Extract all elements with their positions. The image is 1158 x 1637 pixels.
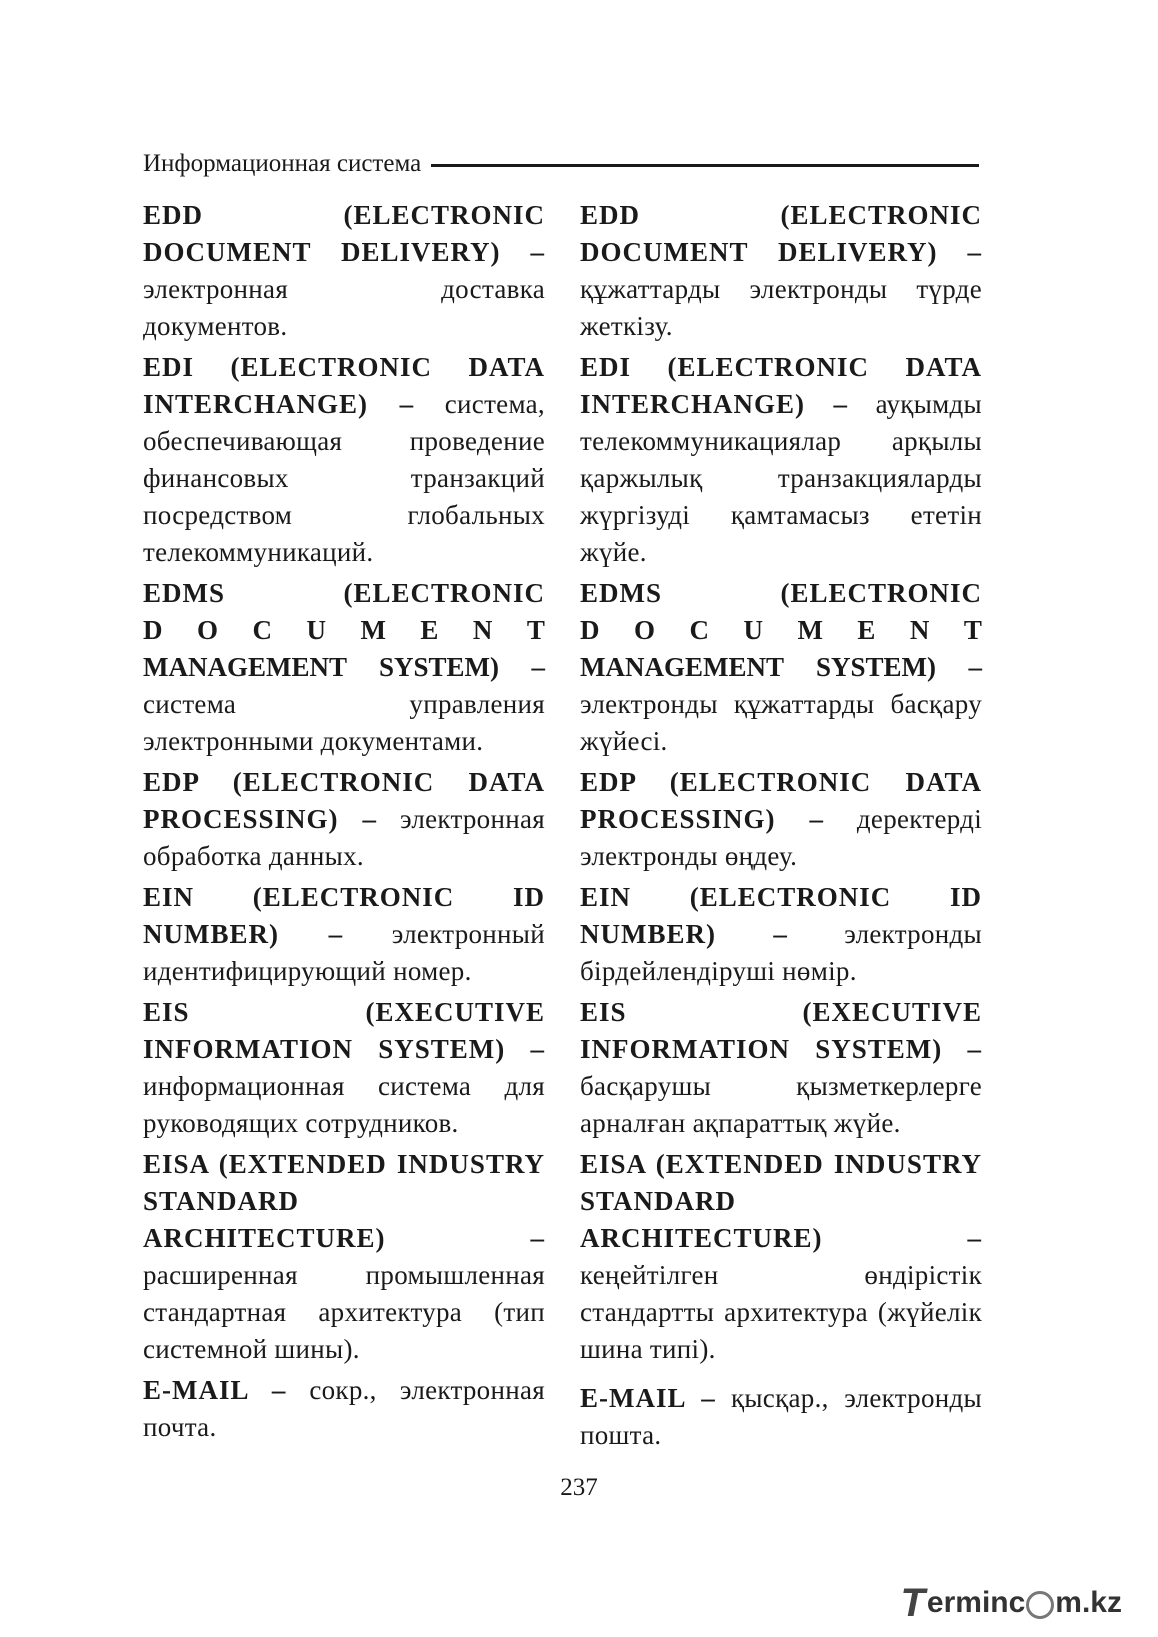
term-letter: T	[526, 615, 545, 645]
term-letter: T	[963, 615, 982, 645]
page-number: 237	[560, 1474, 598, 1501]
definition: электронды құжаттарды басқару жүйесі.	[580, 689, 982, 756]
definition: информационная система для руководящих сотрудников.	[143, 1071, 545, 1138]
entry-eis-kk	[580, 994, 982, 1142]
term-letter: M	[797, 615, 823, 645]
definition: электронный идентифицирующий номер.	[143, 919, 545, 986]
termincom-watermark-logo	[900, 1579, 1122, 1627]
term-letter: N	[472, 615, 493, 645]
term: EDP (ELECTRONIC DATA PROCESSING) –	[580, 767, 982, 834]
magnifier-icon	[1026, 1591, 1054, 1619]
definition: электронная доставка документов.	[143, 274, 545, 341]
entry-email-ru	[143, 1372, 545, 1446]
term-letter: E	[857, 615, 876, 645]
entry-edms-kk	[580, 575, 982, 760]
entry-edp-kk	[580, 764, 982, 875]
term: EDP (ELECTRONIC DATA PROCESSING) –	[143, 767, 545, 834]
entry-eisa-ru	[143, 1146, 545, 1368]
term: EDD (ELECTRONIC DOCUMENT DELIVERY) –	[143, 200, 545, 267]
term-letter: D	[580, 615, 600, 645]
right-column	[580, 197, 982, 1458]
spacer	[580, 1372, 982, 1380]
term: EIN (ELECTRONIC ID NUMBER) –	[143, 882, 545, 949]
entry-edi-ru	[143, 349, 545, 571]
entry-edd-kk	[580, 197, 982, 345]
term-letter: E	[420, 615, 439, 645]
logo-domain: m.kz	[1055, 1586, 1122, 1619]
term: EISA (EXTENDED INDUSTRY STANDARD ARCHITECTURE) –	[143, 1149, 545, 1253]
term-spaced-line	[143, 612, 545, 649]
term: E-MAIL –	[143, 1375, 287, 1405]
definition: басқарушы қызметкерлерге арналған ақпараттық жүйе.	[580, 1071, 982, 1138]
term-line: EDMS (ELECTRONIC	[580, 578, 982, 608]
definition: система, обеспечивающая проведение финансовых транзакций посредством глобальных телекоммуникаций.	[143, 389, 545, 567]
term: EISA (EXTENDED INDUSTRY STANDARD ARCHITECTURE) –	[580, 1149, 982, 1253]
term-letter: C	[252, 615, 272, 645]
term-letter: O	[633, 615, 655, 645]
logo-letter: T	[900, 1580, 925, 1625]
term-letter: O	[196, 615, 218, 645]
term: E-MAIL –	[580, 1383, 716, 1413]
term: EDI (ELECTRONIC DATA INTERCHANGE) –	[580, 352, 982, 419]
entry-eis-ru	[143, 994, 545, 1142]
definition: қысқар., электронды пошта.	[580, 1383, 982, 1450]
term-line: MANAGEMENT SYSTEM) –	[580, 652, 982, 682]
term-line: EDMS (ELECTRONIC	[143, 578, 545, 608]
definition: кеңейтілген өндірістік стандартты архитектура (жүйелік шина типі).	[580, 1260, 982, 1364]
term-letter: M	[360, 615, 386, 645]
term-letter: C	[689, 615, 709, 645]
entry-ein-ru	[143, 879, 545, 990]
term: EDI (ELECTRONIC DATA INTERCHANGE) –	[143, 352, 545, 419]
running-header	[143, 147, 979, 181]
term-letter: D	[143, 615, 163, 645]
definition: система управления электронными документами.	[143, 689, 545, 756]
definition: деректерді электронды өңдеу.	[580, 804, 983, 871]
term: EDD (ELECTRONIC DOCUMENT DELIVERY) –	[580, 200, 982, 267]
entry-edd-ru	[143, 197, 545, 345]
term: EIN (ELECTRONIC ID NUMBER) –	[580, 882, 982, 949]
entry-email-kk	[580, 1380, 982, 1454]
logo-text: erminc	[926, 1586, 1026, 1619]
definition: электронды бірдейлендіруші нөмір.	[580, 919, 982, 986]
definition: құжаттарды электронды түрде жеткізу.	[580, 274, 982, 341]
term-letter: U	[306, 615, 326, 645]
term: EIS (EXECUTIVE INFORMATION SYSTEM) –	[143, 997, 545, 1064]
term-spaced-line	[580, 612, 982, 649]
entry-edi-kk	[580, 349, 982, 571]
term-letter: N	[909, 615, 930, 645]
definition: электронная обработка данных.	[143, 804, 545, 871]
definition: сокр., электронная почта.	[143, 1375, 545, 1442]
entry-edms-ru	[143, 575, 545, 760]
term-letter: U	[743, 615, 763, 645]
entry-edp-ru	[143, 764, 545, 875]
definition: ауқымды телекоммуникациялар арқылы қаржылық транзакцияларды жүргізуді қамтамасыз ететін жүйе.	[580, 389, 982, 567]
entry-ein-kk	[580, 879, 982, 990]
entry-eisa-kk	[580, 1146, 982, 1368]
running-title: Информационная система	[143, 150, 422, 177]
left-column	[143, 197, 545, 1450]
term-line: MANAGEMENT SYSTEM) –	[143, 652, 545, 682]
definition: расширенная промышленная стандартная архитектура (тип системной шины).	[143, 1260, 545, 1364]
header-rule	[431, 164, 979, 167]
term: EIS (EXECUTIVE INFORMATION SYSTEM) –	[580, 997, 982, 1064]
